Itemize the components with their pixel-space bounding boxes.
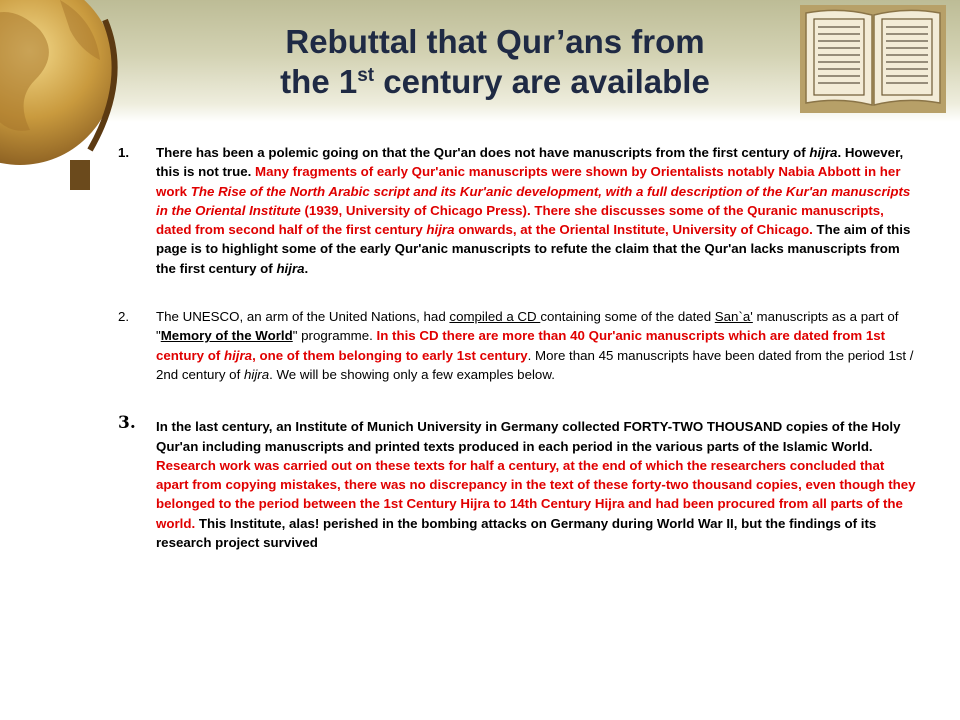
globe-icon <box>0 0 120 200</box>
title-superscript: st <box>357 65 375 86</box>
text-segment: The aim of this page is to highlight some of the early Qur'anic manuscripts to refute the claim that the Qur'an lacks manuscripts from the first century of <box>156 222 911 276</box>
text-italic: hijra <box>243 366 270 382</box>
text-italic: hijra <box>223 347 253 363</box>
text-italic: hijra <box>276 260 305 276</box>
text-italic: hijra <box>809 145 838 160</box>
cd-link[interactable]: compiled a CD <box>449 309 541 325</box>
text-segment: containing some of the dated <box>540 309 715 325</box>
text-segment: . We will be showing only a few examples below. <box>269 366 555 382</box>
text-segment: manuscripts as a part of " <box>156 309 899 344</box>
list-number: 2. <box>118 309 130 325</box>
list-item-2 <box>118 307 918 384</box>
list-item-3 <box>118 413 918 552</box>
content-body <box>118 143 918 552</box>
slide-title <box>190 22 800 102</box>
highlight-text: , one of them belonging to early 1st century <box>252 347 528 363</box>
highlight-text: Research work was carried out on these texts for half a century, at the end of which the researchers concluded that apart from copying mistakes, there was no discrepancy in the text of these forty-two thousand copies, even though they belonged to the period between the 1st Century Hijra to 14th Century Hijra and had been procured from all parts of the world. <box>156 457 916 531</box>
sana-link[interactable]: San`a' <box>714 309 753 325</box>
title-line-2 <box>190 62 800 102</box>
title-line-1: Rebuttal that Qur’ans from <box>285 23 705 60</box>
text-segment: The UNESCO, an arm of the United Nations, had <box>156 309 450 325</box>
text-segment: There has been a polemic going on that the Qur'an does not have manuscripts from the first century of <box>156 145 810 160</box>
memory-of-the-world-link[interactable]: Memory of the World <box>160 328 293 344</box>
list-item-1 <box>118 143 918 278</box>
text-segment: . More than 45 manuscripts have been dated from the period 1st / 2nd century of <box>156 347 914 382</box>
text-segment: This Institute, alas! perished in the bombing attacks on Germany during World War II, but the findings of its research project survived <box>156 515 877 551</box>
list-number: 3. <box>118 413 136 434</box>
quran-book-icon <box>800 5 946 113</box>
highlight-text: Many fragments of early Qur'anic manuscripts were shown by Orientalists notably Nabia Abbott in her work <box>156 164 901 199</box>
list-number: 1. <box>118 145 130 160</box>
highlight-text: In this CD there are more than 40 Qur'anic manuscripts which are dated from 1st century of <box>156 328 886 363</box>
highlight-text: onwards, at the Oriental Institute, University of Chicago. <box>454 222 813 238</box>
title-line-2-pre: the 1 <box>280 63 358 100</box>
book-title: The Rise of the North Arabic script and its Kur'anic development, with a full description of the Kur'an manuscripts in the Oriental Institute <box>156 183 911 218</box>
text-segment: . <box>304 260 309 276</box>
text-segment: In the last century, an Institute of Munich University in Germany collected FORTY-TWO THOUSAND copies of the Holy Qur'an including manuscripts and printed texts produced in each period in the various parts of the Islamic World. <box>156 419 901 454</box>
highlight-text: (1939, University of Chicago Press). There she discusses some of the Quranic manuscripts, dated from second half of the first century <box>156 202 884 238</box>
text-italic: hijra <box>426 222 455 238</box>
title-line-2-post: century are available <box>374 63 710 100</box>
text-segment: " programme. <box>292 328 377 344</box>
text-segment: . However, this is not true. <box>156 145 904 180</box>
